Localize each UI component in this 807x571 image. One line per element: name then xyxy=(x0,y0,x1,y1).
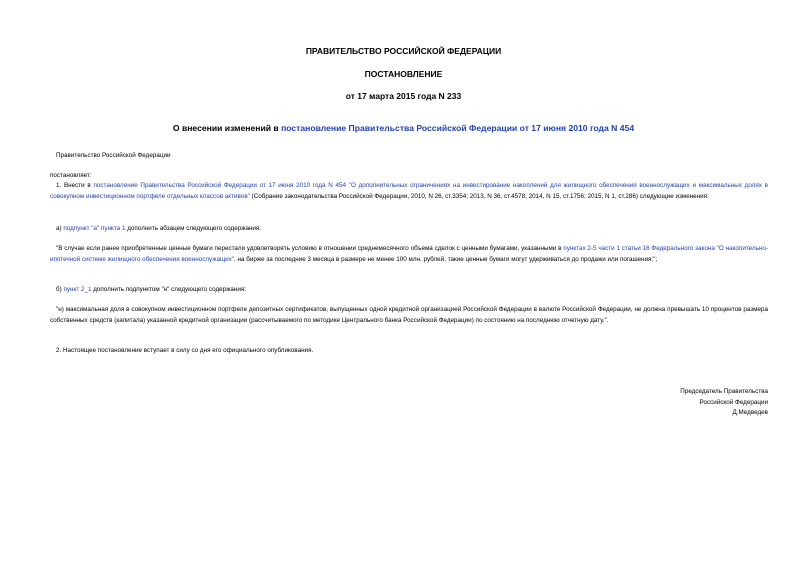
item2-paragraph: 2. Настоящее постановление вступает в силу со дня его официального опубликования. xyxy=(56,347,314,354)
intro-text: Правительство Российской Федерации xyxy=(56,152,171,159)
item-a-link[interactable]: подпункт "а" пункта 1 xyxy=(63,225,126,232)
item-b-link[interactable]: пункт 2_1 xyxy=(63,286,92,293)
item-a-prefix: а) xyxy=(56,225,64,232)
item1-link[interactable]: постановление Правительства Российской Федерации от 17 июня 2010 года N 454 "О дополнительных ограничениях на инвестирование накоплений для жилищного обеспечения военнослужащих и максимальных долях в совокупном инвестиционном портфеле отдельных классов активов" xyxy=(50,182,768,200)
quote-b-paragraph: "н) максимальная доля в совокупном инвестиционном портфеле депозитных сертификатов, выпущенных одной кредитной организацией Российской Федерации в валюте Российской Федерации, не должна превышать 10 процентов размера собственных средств (капитала) указанной кредитной организации (рассчитываемого по методике Центрального банка Российской Федерации) по состоянию на последнюю отчетную дату.". xyxy=(50,306,768,324)
title-link[interactable]: постановление Правительства Российской Федерации от 17 июня 2010 года N 454 xyxy=(281,123,635,133)
quote-a-paragraph xyxy=(50,244,768,265)
signature-line-position: Председатель Правительства xyxy=(680,388,768,395)
item-a-paragraph xyxy=(56,224,261,235)
item1-paragraph xyxy=(50,181,768,202)
document-title xyxy=(0,123,807,134)
signature-line-org: Российской Федерации xyxy=(699,398,768,406)
date-number-heading: от 17 марта 2015 года N 233 xyxy=(345,91,462,101)
quote-a-prefix: "В случае если ранее приобретенные ценные бумаги перестали удовлетворять условию в отношении среднемесячного объема сделок с ценными бумагами, указанными в xyxy=(56,245,564,252)
signature-line-name: Д.Медведев xyxy=(732,409,768,417)
doc-type-heading: ПОСТАНОВЛЕНИЕ xyxy=(364,69,443,79)
item-a-suffix: дополнить абзацем следующего содержания: xyxy=(125,225,262,232)
item-b-prefix: б) xyxy=(56,286,64,293)
government-heading: ПРАВИТЕЛЬСТВО РОССИЙСКОЙ ФЕДЕРАЦИИ xyxy=(305,46,502,56)
item-b-suffix: дополнить подпунктом "н" следующего содержания: xyxy=(91,286,247,293)
signature-block xyxy=(568,387,768,419)
title-prefix: О внесении изменений в xyxy=(172,123,282,133)
item1-prefix: 1. Внести в xyxy=(56,182,94,189)
item-b-paragraph xyxy=(56,285,246,296)
item1-suffix: (Собрание законодательства Российской Федерации, 2010, N 26, ст.3354; 2013, N 36, ст.4578; 2014, N 15, ст.1756; 2015, N 1, ст.286) следующие изменения: xyxy=(249,192,709,200)
quote-a-suffix: , на бирже за последние 3 месяца в размере не менее 100 млн. рублей, такие ценные бумаги могут удерживаться до продажи или погашения;"; xyxy=(234,255,658,263)
quote-a-link[interactable]: пунктах 2-5 части 1 статьи 16 Федерального закона "О накопительно-ипотечной системе жилищного обеспечения военнослужащих" xyxy=(50,245,768,263)
resolves-text: постановляет: xyxy=(50,172,92,179)
